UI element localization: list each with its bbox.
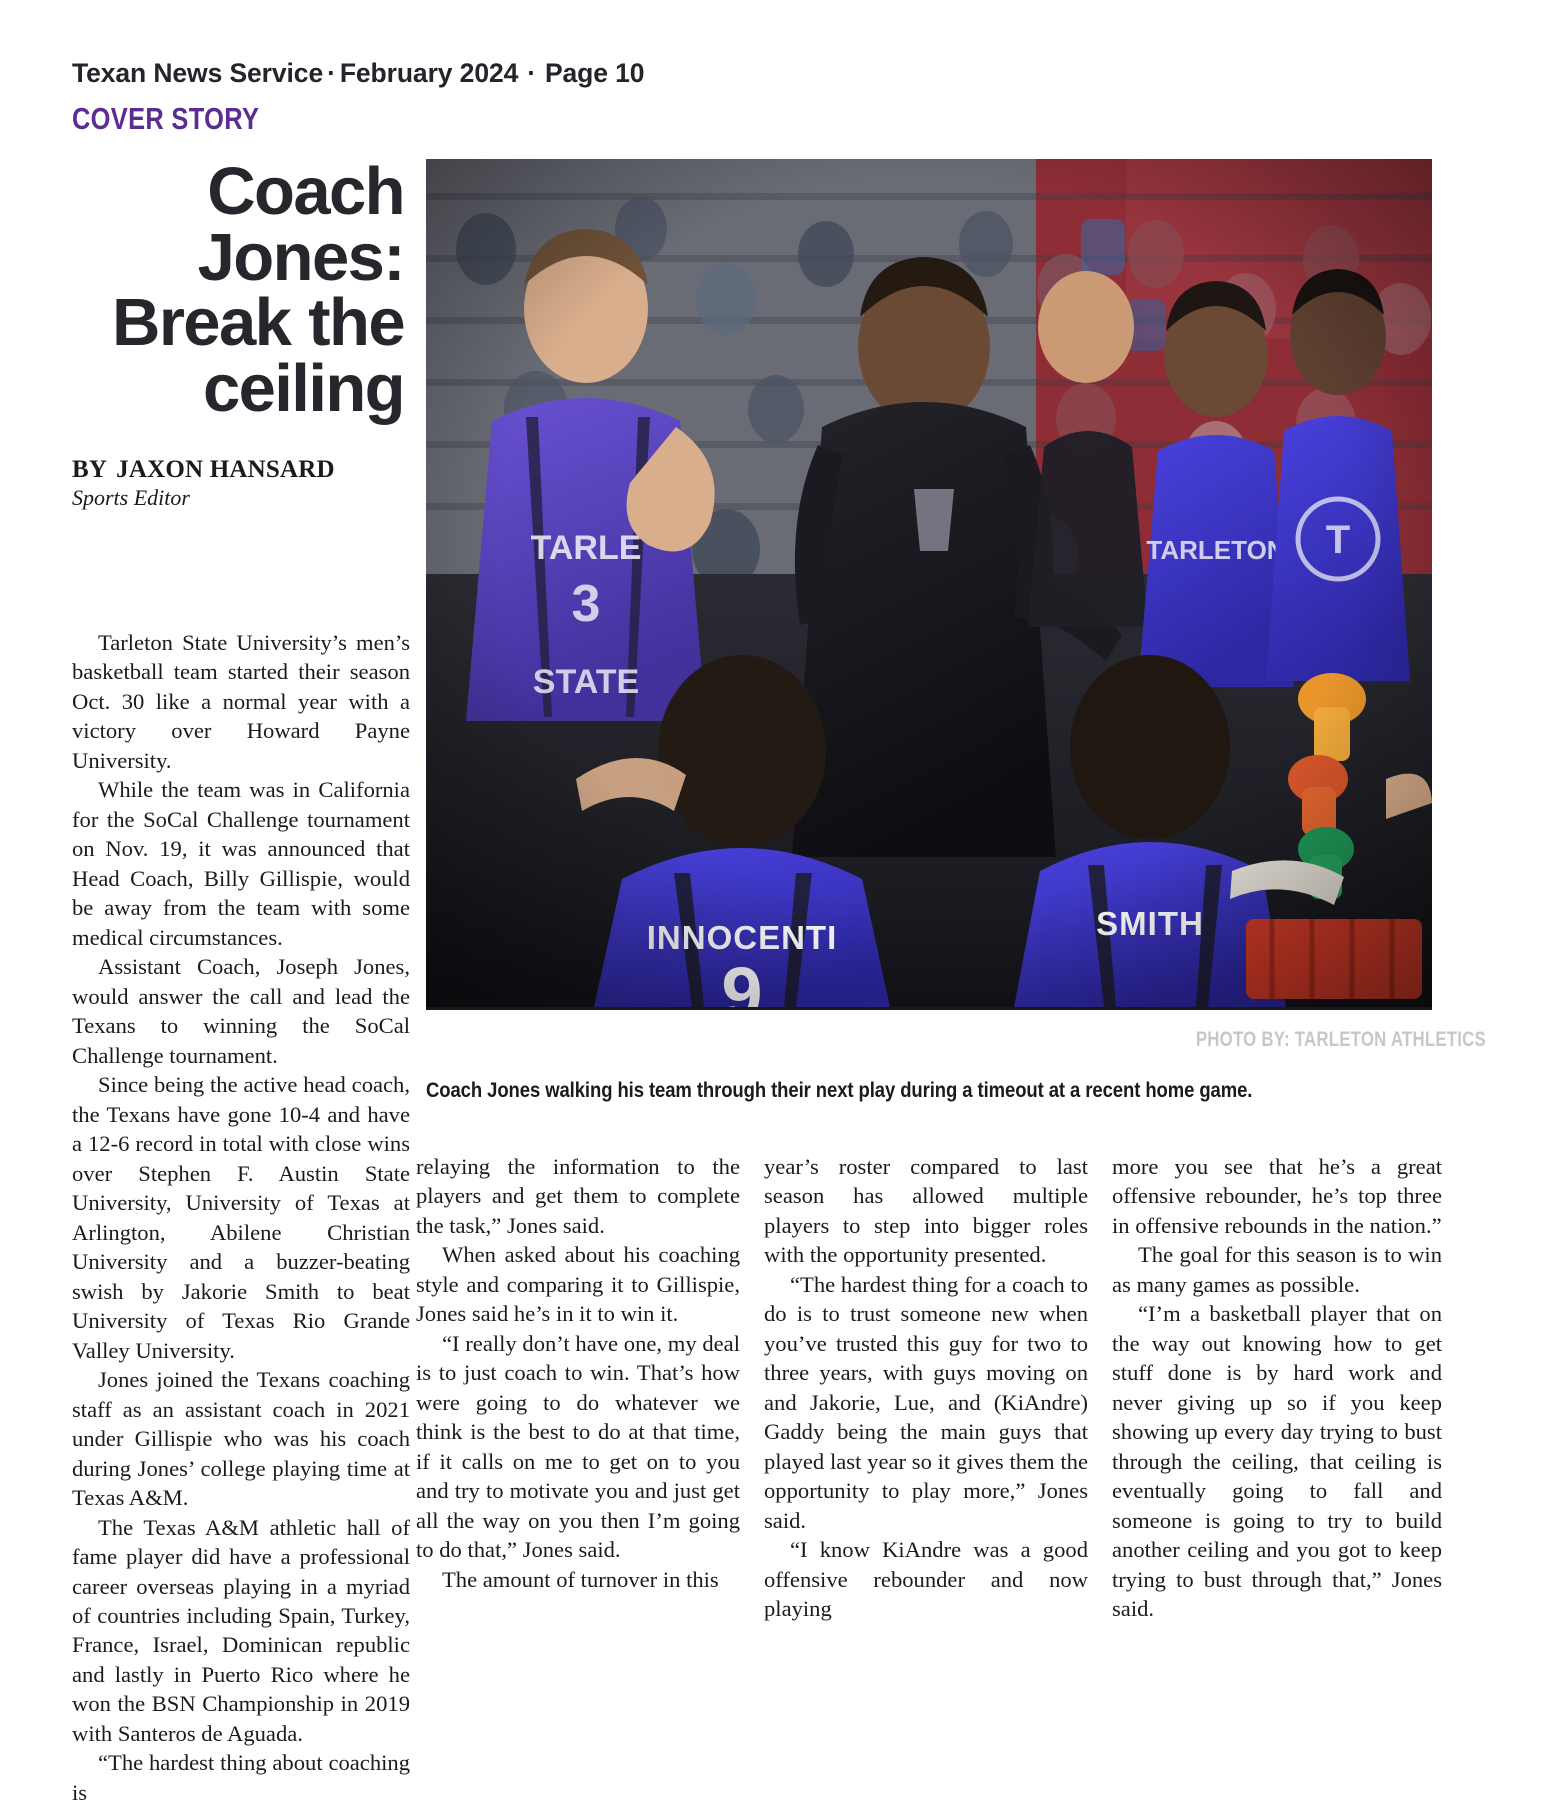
left-rail bbox=[72, 154, 410, 511]
paragraph: “I know KiAndre was a good offensive rebounder and now playing bbox=[764, 1537, 1088, 1622]
masthead bbox=[72, 58, 1486, 89]
paragraph: “I really don’t have one, my deal is to just coach to win. That’s how were going to do whatever we think is the best to do at that time, if it calls on me to get on to you and try to motivate you and just get all the way on you then I’m going to do that,” Jones said. bbox=[416, 1330, 740, 1563]
paragraph: The amount of turnover in this bbox=[442, 1566, 719, 1592]
lower-columns bbox=[416, 1152, 1442, 1624]
paragraph-continuation: more you see that he’s a great offensive rebounder, he’s top three in offensive rebounds in the nation.” bbox=[1112, 1154, 1442, 1238]
section-kicker: COVER STORY bbox=[72, 101, 260, 136]
photo-credit: PHOTO BY: TARLETON ATHLETICS bbox=[1195, 1028, 1486, 1051]
byline-author: JAXON HANSARD bbox=[116, 455, 335, 483]
article-photo bbox=[426, 159, 1432, 1010]
photo-block bbox=[426, 159, 1486, 1103]
paragraph: Tarleton State University’s men’s basketball team started their season Oct. 30 like a normal year with a victory over Howard Payne University. bbox=[72, 630, 410, 773]
photo-illustration bbox=[426, 159, 1432, 1007]
article-column-2 bbox=[416, 1152, 740, 1624]
paragraph: “The hardest thing about coaching is bbox=[72, 1750, 410, 1805]
masthead-separator-2: · bbox=[527, 58, 536, 88]
masthead-separator-1: · bbox=[327, 58, 336, 88]
paragraph-continuation: year’s roster compared to last season has allowed multiple players to step into bigger roles with the opportunity presented. bbox=[764, 1154, 1088, 1268]
paragraph: “The hardest thing for a coach to do is to trust someone new when you’ve trusted this guy for two to three years, with guys moving on and Jakorie, Lue, and (KiAndre) Gaddy being the main guys that played last year so it gives them the opportunity to play more,” Jones said. bbox=[764, 1271, 1088, 1533]
paragraph: Jones joined the Texans coaching staff as an assistant coach in 2021 under Gillispie who was his coach during Jones’ college playing time at Texas A&M. bbox=[72, 1367, 410, 1511]
paragraph: When asked about his coaching style and comparing it to Gillispie, Jones said he’s in it to win it. bbox=[416, 1242, 740, 1327]
issue-date: February 2024 bbox=[339, 58, 519, 88]
photo-caption: Coach Jones walking his team through their next play during a timeout at a recent home game. bbox=[426, 1078, 1253, 1102]
article-column-4 bbox=[1112, 1152, 1442, 1624]
paragraph-continuation: relaying the information to the players and get them to complete the task,” Jones said. bbox=[416, 1154, 740, 1238]
publication-name: Texan News Service bbox=[72, 58, 324, 88]
byline-label: BY bbox=[72, 455, 108, 483]
paragraph: The goal for this season is to win as many games as possible. bbox=[1112, 1242, 1442, 1297]
paragraph: “I’m a basketball player that on the way out knowing how to get stuff done is by hard work and never giving up so if you keep showing up every day trying to bust through the ceiling, that ceiling is eventually going to fall and someone is going to try to build another ceiling and you got to keep trying to bust through that,” Jones said. bbox=[1112, 1301, 1442, 1622]
page-title: Coach Jones: Break the ceiling bbox=[112, 154, 404, 426]
byline-role: Sports Editor bbox=[72, 484, 190, 510]
paragraph: Assistant Coach, Joseph Jones, would answer the call and lead the Texans to winning the SoCal Challenge tournament. bbox=[72, 954, 410, 1068]
article-column-1 bbox=[72, 628, 410, 1807]
paragraph: While the team was in California for the SoCal Challenge tournament on Nov. 19, it was announced that Head Coach, Billy Gillispie, would be away from the team with some medical circumstances. bbox=[72, 777, 410, 950]
page-number-label: Page 10 bbox=[544, 58, 645, 88]
byline bbox=[72, 456, 404, 484]
article-column-3 bbox=[764, 1152, 1088, 1624]
paragraph: The Texas A&M athletic hall of fame player did have a professional career overseas playing in a myriad of countries including Spain, Turkey, France, Israel, Dominican republic and lastly in Puerto Rico where he won the BSN Championship in 2019 with Santeros de Aguada. bbox=[72, 1514, 410, 1746]
paragraph: Since being the active head coach, the Texans have gone 10-4 and have a 12-6 record in total with close wins over Stephen F. Austin State University, University of Texas at Arlington, Abilene Christian University and a buzzer-beating swish by Jakorie Smith to beat University of Texas Rio Grande Valley University. bbox=[72, 1072, 410, 1363]
